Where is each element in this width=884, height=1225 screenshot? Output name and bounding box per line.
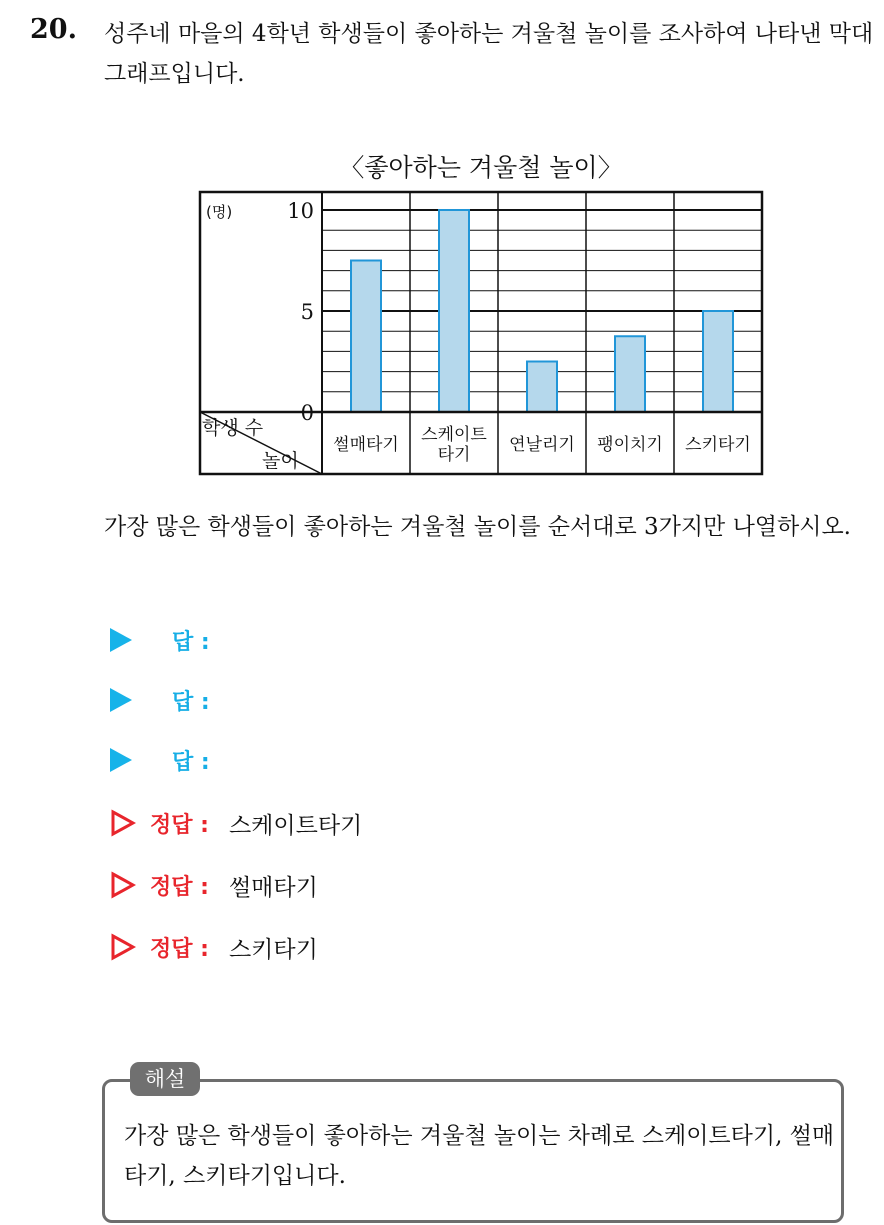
correct-label: 정답 : xyxy=(150,812,209,838)
category-label: 썰매타기 xyxy=(333,435,399,455)
instruction-text: 가장 많은 학생들이 좋아하는 겨울철 놀이를 순서대로 3가지만 나열하시오. xyxy=(104,514,851,540)
correct-label: 정답 : xyxy=(150,874,209,900)
category-label: 스키타기 xyxy=(685,435,751,455)
bar xyxy=(527,362,557,413)
bar xyxy=(351,261,381,413)
answer-label: 답 : xyxy=(172,689,210,715)
answer-label: 답 : xyxy=(172,749,210,775)
correct-row-1 xyxy=(110,806,362,840)
correct-value: 썰매타기 xyxy=(228,874,318,901)
explanation-text: 가장 많은 학생들이 좋아하는 겨울철 놀이는 차례로 스케이트타기, 썰매타기, 스키타기입니다. xyxy=(124,1123,835,1189)
bar xyxy=(439,210,469,412)
answer-row-3[interactable] xyxy=(110,743,210,777)
category-label: 팽이치기 xyxy=(597,435,663,455)
category-label: 타기 xyxy=(437,445,471,465)
correct-value: 스케이트타기 xyxy=(228,812,363,839)
answer-row-2[interactable] xyxy=(110,683,210,717)
play-triangle-icon xyxy=(110,628,132,652)
row-header-bottom: 놀이 xyxy=(262,450,299,472)
chart-labels xyxy=(202,199,751,472)
correct-label: 정답 : xyxy=(150,936,209,962)
bar-chart xyxy=(198,190,764,476)
y-tick-label: 10 xyxy=(287,199,314,223)
y-tick-label: 0 xyxy=(300,401,314,425)
row-header-top: 학생 수 xyxy=(202,417,264,439)
correct-row-3 xyxy=(110,930,318,964)
category-label: 스케이트 xyxy=(421,425,487,445)
question-number: 20. xyxy=(30,14,77,45)
explanation-tab: 해설 xyxy=(130,1062,200,1096)
outline-triangle-icon xyxy=(110,871,136,899)
question-text: 성주네 마을의 4학년 학생들이 좋아하는 겨울철 놀이를 조사하여 나타낸 막대그래프입니다. xyxy=(104,21,874,87)
play-triangle-icon xyxy=(110,688,132,712)
category-label: 연날리기 xyxy=(509,435,575,455)
outline-triangle-icon xyxy=(110,809,136,837)
bar xyxy=(703,311,733,412)
chart-title: 〈좋아하는 겨울철 놀이〉 xyxy=(339,153,623,182)
correct-row-2 xyxy=(110,868,318,902)
answer-row-1[interactable] xyxy=(110,623,210,657)
unit-label: (명) xyxy=(206,203,233,221)
correct-value: 스키타기 xyxy=(228,936,318,963)
outline-triangle-icon xyxy=(110,933,136,961)
y-tick-label: 5 xyxy=(300,300,314,324)
play-triangle-icon xyxy=(110,748,132,772)
answer-label: 답 : xyxy=(172,629,210,655)
bar xyxy=(615,336,645,412)
